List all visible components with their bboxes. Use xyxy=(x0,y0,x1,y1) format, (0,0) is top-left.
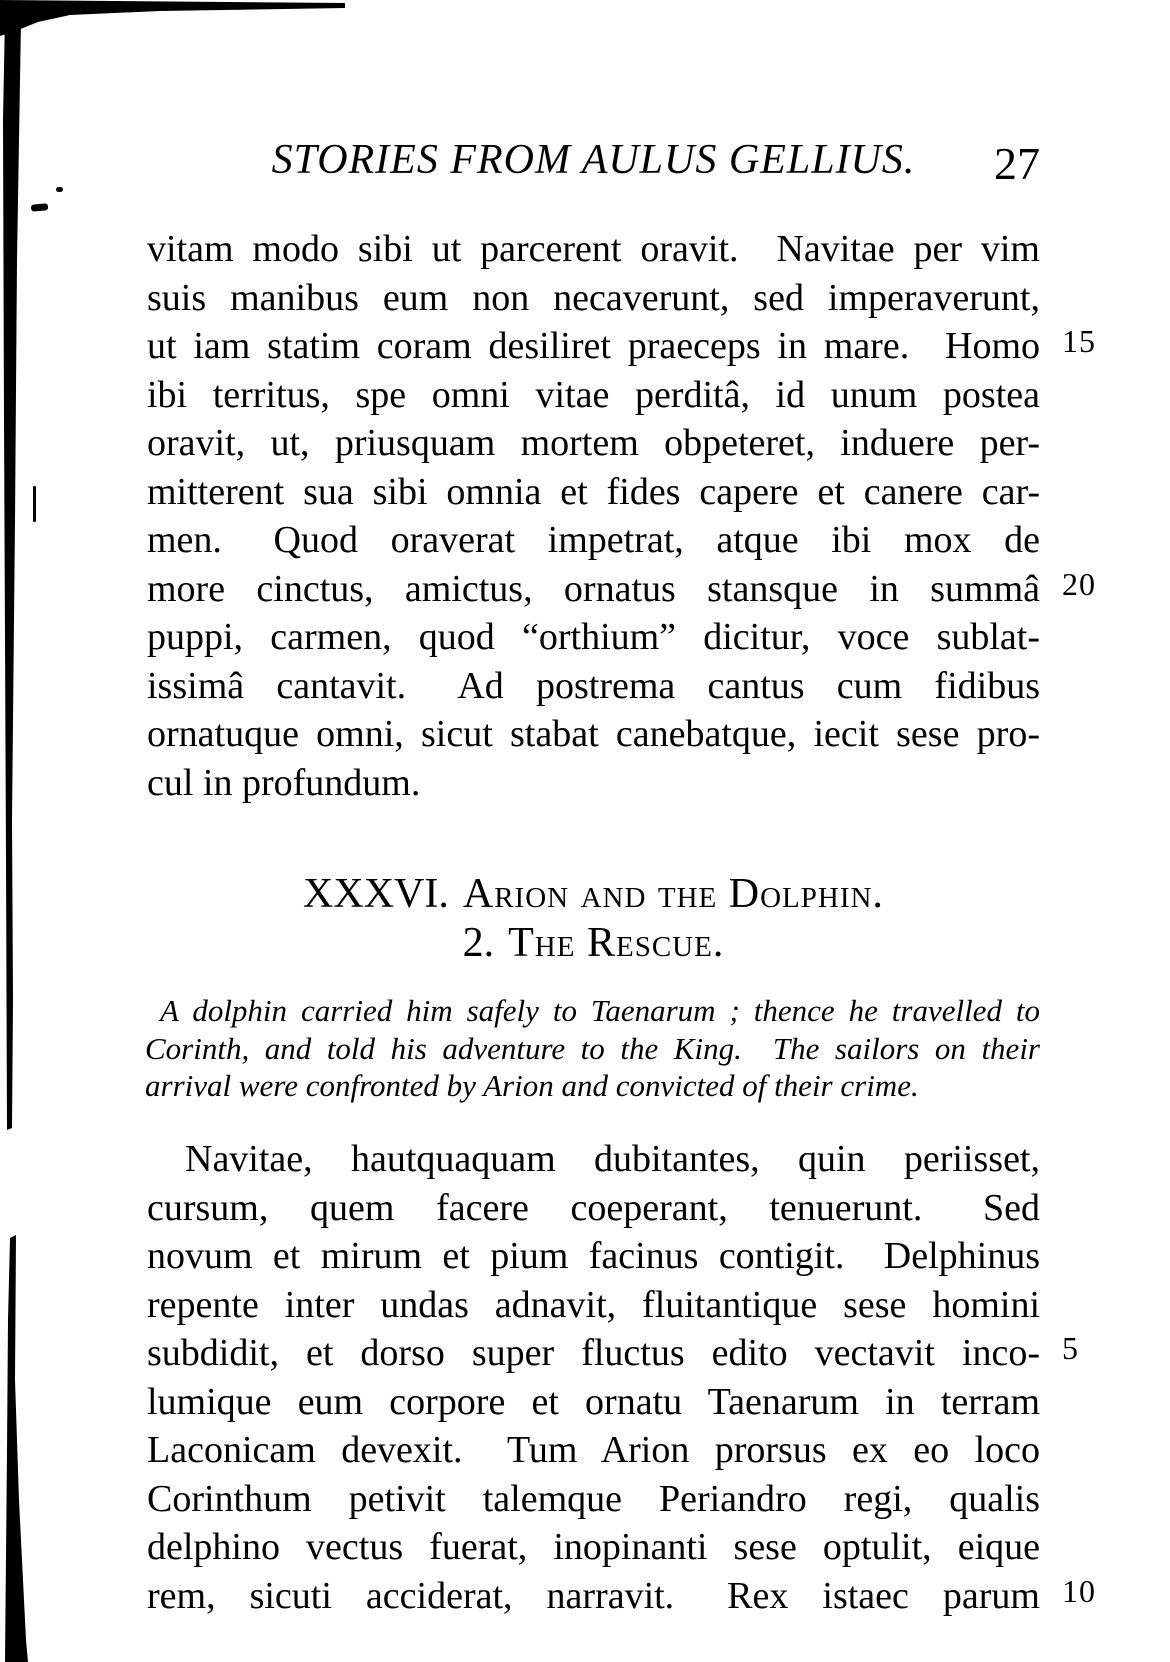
verse-line-number: 10 xyxy=(1062,1572,1096,1609)
text-line xyxy=(147,1523,1040,1572)
text-line xyxy=(147,1184,1040,1233)
line-text: cul in profundum. xyxy=(147,761,421,804)
scan-artifact-top-edge xyxy=(0,0,345,36)
line-text: ut iam statim coram desiliret praeceps in mare. Homo xyxy=(147,325,1040,367)
page-number: 27 xyxy=(994,138,1040,189)
text-line xyxy=(147,516,1040,565)
verse-line-number: 20 xyxy=(1062,565,1096,602)
verse-line-number: 5 xyxy=(1062,1330,1079,1366)
line-text: lumique eum corpore et ornatu Taenarum in terram xyxy=(147,1380,1040,1423)
scan-speck-dash xyxy=(31,203,49,211)
line-text: A dolphin carried him safely to Taenarum ; thence he travelled to xyxy=(160,993,1040,1028)
line-text: ibi territus, spe omni vitae perditâ, id unum postea xyxy=(147,373,1040,416)
text-line xyxy=(147,1475,1040,1524)
line-text: issimâ cantavit. Ad postrema cantus cum fidibus xyxy=(147,664,1040,707)
line-text: men. Quod oraverat impetrat, atque ibi mox de xyxy=(147,519,1040,561)
part-number: 2. xyxy=(462,920,495,966)
scan-artifact-left-bar-upper xyxy=(3,16,21,1130)
summary-line xyxy=(145,992,1040,1030)
text-line xyxy=(147,419,1040,468)
line-text: subdidit, et dorso super fluctus edito vectavit inco- xyxy=(147,1332,1040,1374)
line-text: suis manibus eum non necaverunt, sed imperaverunt, xyxy=(147,276,1040,319)
line-text: ornatuque omni, sicut stabat canebatque, iecit sese pro- xyxy=(147,713,1040,755)
line-text: rem, sicuti acciderat, narravit. Rex istaec parum xyxy=(147,1574,1040,1617)
text-line xyxy=(147,1329,1079,1378)
text-line xyxy=(147,1232,1040,1281)
text-line xyxy=(147,710,1040,759)
line-text: mitterent sua sibi omnia et fides capere et canere car- xyxy=(147,470,1040,513)
summary-line xyxy=(145,1067,1040,1105)
text-line xyxy=(147,1135,1040,1184)
line-text: delphino vectus fuerat, inopinanti sese optulit, eique xyxy=(147,1526,1040,1568)
text-line xyxy=(147,1378,1040,1427)
latin-paragraph-2 xyxy=(147,1135,1096,1620)
text-line xyxy=(147,662,1040,711)
chapter-title: Arion and the Dolphin. xyxy=(462,871,884,917)
latin-paragraph-1 xyxy=(147,225,1096,807)
line-text: puppi, carmen, quod “orthium” dicitur, voce sublat- xyxy=(147,616,1040,658)
text-line xyxy=(147,1426,1040,1475)
chapter-number: XXXVI. xyxy=(303,871,449,917)
scan-speck-dot xyxy=(56,187,63,192)
text-line xyxy=(147,371,1040,420)
scan-artifact-left-bar-lower xyxy=(5,1235,28,1662)
line-text: arrival were confronted by Arion and convicted of their crime. xyxy=(145,1068,919,1103)
scan-speck-line xyxy=(33,486,36,522)
line-text: more cinctus, amictus, ornatus stansque in summâ xyxy=(147,567,1040,610)
line-text: cursum, quem facere coeperant, tenuerunt. Sed xyxy=(147,1186,1040,1229)
text-line xyxy=(147,759,1040,808)
verse-line-number: 15 xyxy=(1062,323,1096,359)
text-line xyxy=(147,274,1040,323)
section-heading-line-2 xyxy=(147,919,1040,968)
line-text: repente inter undas adnavit, fluitantique sese homini xyxy=(147,1283,1040,1326)
line-text: oravit, ut, priusquam mortem obpeteret, induere per- xyxy=(147,422,1040,464)
text-line xyxy=(147,468,1040,517)
section-heading xyxy=(147,870,1040,968)
text-line xyxy=(147,322,1096,371)
text-line xyxy=(147,1281,1040,1330)
line-text: Corinth, and told his adventure to the King. The sailors on their xyxy=(145,1030,1040,1066)
line-text: Navitae, hautquaquam dubitantes, quin periisset, xyxy=(185,1138,1040,1180)
summary-line xyxy=(145,1030,1040,1068)
part-title: The Rescue. xyxy=(508,920,725,966)
line-text: novum et mirum et pium facinus contigit. Delphinus xyxy=(147,1235,1040,1277)
english-summary xyxy=(145,992,1040,1105)
text-line xyxy=(147,565,1096,614)
line-text: Corinthum petivit talemque Periandro regi, qualis xyxy=(147,1477,1040,1520)
running-head-title: STORIES FROM AULUS GELLIUS. xyxy=(271,137,916,183)
line-text: vitam modo sibi ut parcerent oravit. Navitae per vim xyxy=(147,228,1040,270)
text-line xyxy=(147,613,1040,662)
line-text: Laconicam devexit. Tum Arion prorsus ex eo loco xyxy=(147,1429,1040,1471)
text-line xyxy=(147,1572,1096,1621)
section-heading-line-1 xyxy=(147,870,1040,919)
text-line xyxy=(147,225,1040,274)
